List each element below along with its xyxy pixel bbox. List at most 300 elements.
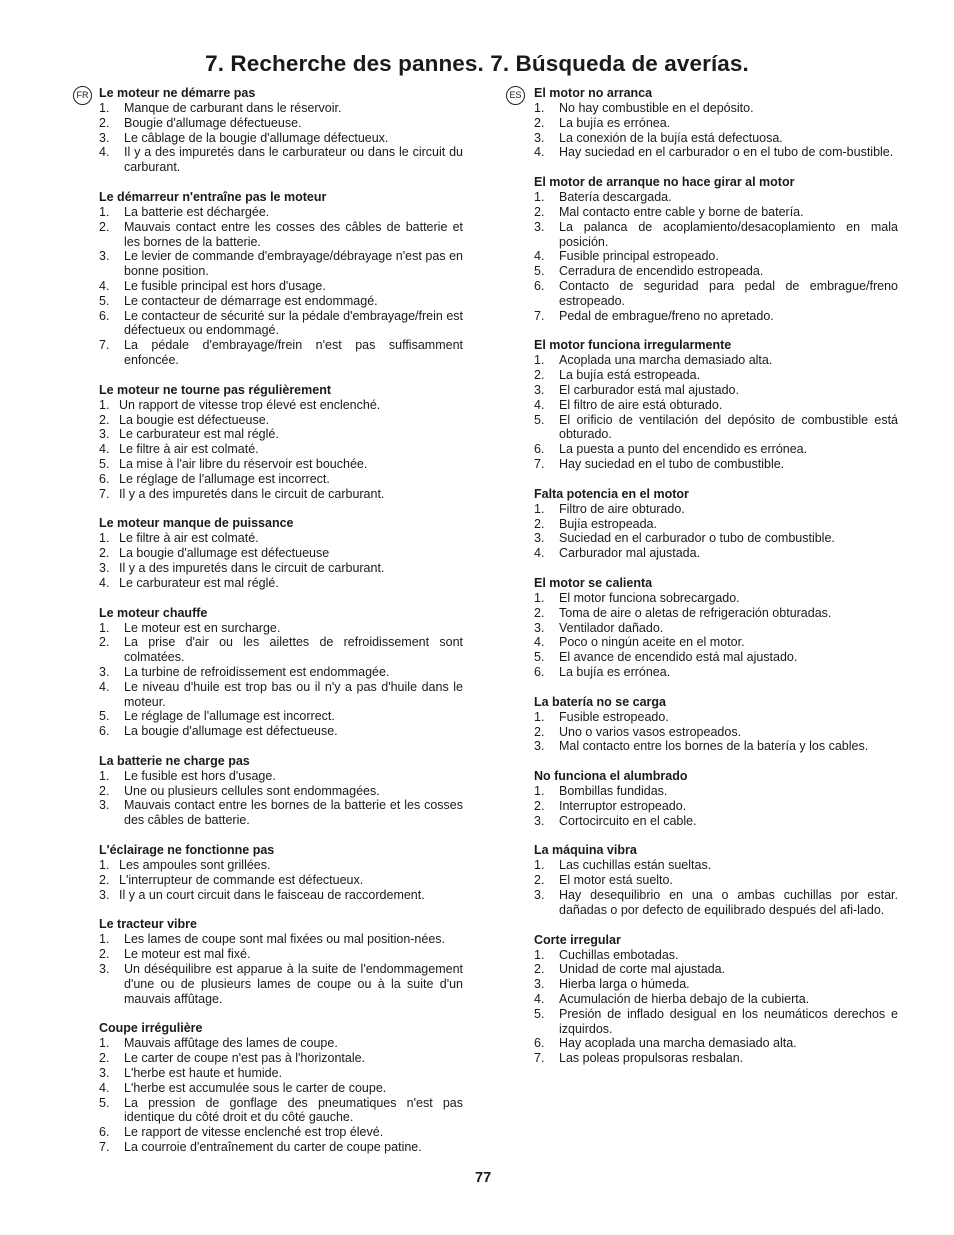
list-item xyxy=(534,858,898,873)
item-number: 4. xyxy=(99,442,110,457)
item-number: 3. xyxy=(534,739,545,754)
list-item xyxy=(99,621,463,636)
item-number: 5. xyxy=(99,709,110,724)
cause-list xyxy=(534,784,898,828)
list-item xyxy=(99,546,463,561)
item-number: 2. xyxy=(99,635,110,650)
item-text: L'herbe est haute et humide. xyxy=(124,1066,283,1081)
list-item xyxy=(99,145,463,175)
section-heading: Le démarreur n'entraîne pas le moteur xyxy=(99,189,327,204)
item-number: 4. xyxy=(99,679,110,694)
item-number: 5. xyxy=(534,412,545,427)
item-number: 2. xyxy=(99,115,110,130)
item-text: Suciedad en el carburador o tubo de combustible. xyxy=(559,531,835,546)
troubleshooting-section xyxy=(534,576,898,680)
item-text: Bougie d'allumage défectueuse. xyxy=(124,115,302,130)
section-heading: El motor funciona irregularmente xyxy=(534,338,732,353)
item-number: 5. xyxy=(534,264,545,279)
item-text: Unidad de corte mal ajustada. xyxy=(559,962,726,977)
cause-list xyxy=(99,398,463,502)
cause-list xyxy=(99,101,463,175)
list-item xyxy=(534,353,898,368)
item-number: 1. xyxy=(99,858,110,873)
list-item xyxy=(534,1036,898,1051)
list-item xyxy=(99,249,463,279)
item-text: Le contacteur de démarrage est endommagé. xyxy=(124,293,378,308)
item-number: 3. xyxy=(534,130,545,145)
list-item xyxy=(99,413,463,428)
item-number: 4. xyxy=(99,1080,110,1095)
item-number: 6. xyxy=(99,471,110,486)
list-item xyxy=(99,205,463,220)
item-text: Le carburateur est mal réglé. xyxy=(119,575,279,590)
item-text: La batterie est déchargée. xyxy=(124,204,270,219)
item-number: 3. xyxy=(99,130,110,145)
list-item xyxy=(534,145,898,160)
item-text: Cortocircuito en el cable. xyxy=(559,813,697,828)
item-text: Le câblage de la bougie d'allumage défectueux. xyxy=(124,130,389,145)
cause-list xyxy=(534,858,898,917)
item-text: Cerradura de encendido estropeada. xyxy=(559,264,764,279)
troubleshooting-section xyxy=(99,1021,463,1154)
item-number: 4. xyxy=(99,575,110,590)
item-text: Bujía estropeada. xyxy=(559,516,657,531)
item-number: 6. xyxy=(534,278,545,293)
item-text: Hay desequilibrio en una o ambas cuchillas por estar. dañadas o por defecto de equilibrado después del afi-lado. xyxy=(559,888,898,917)
item-text: L'herbe est accumulée sous le carter de coupe. xyxy=(124,1080,387,1095)
item-text: Presión de inflado desigual en los neumáticos derechos e izquirdos. xyxy=(559,1006,898,1036)
item-number: 2. xyxy=(99,947,110,962)
item-text: Toma de aire o aletas de refrigeración obturadas. xyxy=(559,605,832,620)
list-item xyxy=(99,472,463,487)
list-item xyxy=(534,814,898,829)
item-text: Il y a des impuretés dans le circuit de carburant. xyxy=(119,486,385,501)
item-number: 3. xyxy=(99,887,110,902)
list-item xyxy=(99,947,463,962)
item-text: Le filtre à air est colmaté. xyxy=(119,442,259,457)
item-text: Le filtre à air est colmaté. xyxy=(119,531,259,546)
item-text: Il y a des impuretés dans le circuit de carburant. xyxy=(119,560,385,575)
section-heading: La batería no se carga xyxy=(534,694,667,709)
item-text: La conexión de la bujía está defectuosa. xyxy=(559,130,783,145)
list-item xyxy=(99,798,463,828)
item-number: 4. xyxy=(534,635,545,650)
list-item xyxy=(534,873,898,888)
item-number: 1. xyxy=(534,590,545,605)
list-item xyxy=(99,665,463,680)
item-number: 2. xyxy=(99,546,110,561)
troubleshooting-section xyxy=(534,843,898,917)
item-number: 1. xyxy=(534,501,545,516)
item-text: Le réglage de l'allumage est incorrect. xyxy=(124,709,335,724)
section-heading: Le moteur ne démarre pas xyxy=(99,86,256,100)
item-text: La pression de gonflage des pneumatiques n'est pas identique du côté droit et du côté gauche. xyxy=(124,1095,463,1125)
item-text: Filtro de aire obturado. xyxy=(559,501,685,516)
item-number: 1. xyxy=(534,947,545,962)
list-item xyxy=(99,576,463,591)
item-text: El carburador está mal ajustado. xyxy=(559,382,739,397)
item-text: Interruptor estropeado. xyxy=(559,798,687,813)
section-heading: La máquina vibra xyxy=(534,843,637,858)
cause-list xyxy=(99,531,463,590)
section-heading: Coupe irrégulière xyxy=(99,1021,203,1036)
item-text: La pédale d'embrayage/frein n'est pas suffisamment enfoncée. xyxy=(124,338,463,367)
item-text: Le levier de commande d'embrayage/débrayage n'est pas en bonne position. xyxy=(124,249,463,279)
item-number: 7. xyxy=(99,486,110,501)
cause-list xyxy=(534,591,898,680)
item-text: Il y a un court circuit dans le faisceau de raccordement. xyxy=(119,887,425,902)
list-item xyxy=(99,561,463,576)
item-number: 1. xyxy=(534,190,545,205)
list-item xyxy=(99,1140,463,1155)
item-text: Hay suciedad en el tubo de combustible. xyxy=(559,456,785,471)
item-number: 4. xyxy=(534,992,545,1007)
item-number: 3. xyxy=(99,249,110,264)
item-text: La courroie d'entraînement du carter de coupe patine. xyxy=(124,1140,422,1155)
item-text: Le niveau d'huile est trop bas ou il n'y a pas d'huile dans le moteur. xyxy=(124,679,463,709)
item-text: Le réglage de l'allumage est incorrect. xyxy=(119,471,330,486)
list-item xyxy=(534,1007,898,1037)
list-item xyxy=(534,992,898,1007)
list-item xyxy=(534,962,898,977)
section-heading: El motor de arranque no hace girar al motor xyxy=(534,175,795,190)
list-item xyxy=(534,517,898,532)
item-number: 2. xyxy=(534,724,545,739)
section-heading: Le tracteur vibre xyxy=(99,917,197,932)
troubleshooting-section xyxy=(534,338,898,471)
list-item xyxy=(534,116,898,131)
list-item xyxy=(534,888,898,918)
list-item xyxy=(534,101,898,116)
item-number: 7. xyxy=(534,456,545,471)
list-item xyxy=(534,531,898,546)
list-item xyxy=(534,279,898,309)
item-text: Les ampoules sont grillées. xyxy=(119,858,271,873)
list-item xyxy=(534,131,898,146)
item-text: Mal contacto entre cable y borne de batería. xyxy=(559,204,804,219)
list-item xyxy=(99,724,463,739)
troubleshooting-section xyxy=(99,516,463,590)
item-text: La palanca de acoplamiento/desacoplamiento en mala posición. xyxy=(559,219,898,249)
item-number: 6. xyxy=(534,664,545,679)
section-heading: Corte irregular xyxy=(534,932,621,947)
list-item xyxy=(99,635,463,665)
list-item xyxy=(99,858,463,873)
list-item xyxy=(534,784,898,799)
section-heading: Falta potencia en el motor xyxy=(534,486,689,501)
item-text: Le carburateur est mal réglé. xyxy=(119,427,279,442)
item-text: La bujía es errónea. xyxy=(559,664,671,679)
cause-list xyxy=(534,948,898,1066)
item-text: El orificio de ventilación del depósito de combustible está obturado. xyxy=(559,412,898,442)
list-item xyxy=(534,502,898,517)
item-number: 5. xyxy=(99,456,110,471)
item-number: 6. xyxy=(99,724,110,739)
item-text: Hierba larga o húmeda. xyxy=(559,977,690,992)
cause-list xyxy=(534,353,898,471)
item-text: La bujía está estropeada. xyxy=(559,368,701,383)
cause-list xyxy=(99,932,463,1006)
item-text: Carburador mal ajustada. xyxy=(559,546,701,561)
list-item xyxy=(534,190,898,205)
item-number: 4. xyxy=(99,278,110,293)
list-item xyxy=(534,442,898,457)
item-number: 2. xyxy=(534,962,545,977)
section-heading: Le moteur chauffe xyxy=(99,605,208,620)
list-item xyxy=(534,264,898,279)
item-number: 1. xyxy=(99,204,110,219)
item-text: Las cuchillas están sueltas. xyxy=(559,858,712,873)
item-number: 2. xyxy=(99,412,110,427)
list-item xyxy=(534,650,898,665)
list-item xyxy=(534,635,898,650)
item-number: 7. xyxy=(99,1140,110,1155)
item-number: 3. xyxy=(99,798,110,813)
item-number: 2. xyxy=(534,798,545,813)
list-item xyxy=(99,398,463,413)
item-text: La bougie d'allumage est défectueuse xyxy=(119,546,330,561)
list-item xyxy=(99,1036,463,1051)
list-item xyxy=(99,101,463,116)
item-text: Poco o ningún aceite en el motor. xyxy=(559,635,745,650)
list-item xyxy=(99,784,463,799)
section-heading: Le moteur ne tourne pas régulièrement xyxy=(99,382,331,397)
troubleshooting-section xyxy=(534,933,898,1066)
list-item xyxy=(99,709,463,724)
item-number: 4. xyxy=(534,546,545,561)
item-number: 1. xyxy=(99,768,110,783)
troubleshooting-section xyxy=(534,769,898,828)
list-item xyxy=(99,457,463,472)
troubleshooting-section xyxy=(99,843,463,902)
cause-list xyxy=(99,858,463,902)
item-text: Le moteur est en surcharge. xyxy=(124,620,281,635)
item-number: 1. xyxy=(534,709,545,724)
list-item xyxy=(99,279,463,294)
item-text: La mise à l'air libre du réservoir est bouchée. xyxy=(119,456,368,471)
troubleshooting-section xyxy=(99,190,463,368)
item-number: 6. xyxy=(534,1036,545,1051)
item-text: Le carter de coupe n'est pas à l'horizontale. xyxy=(124,1051,366,1066)
item-text: Mauvais affûtage des lames de coupe. xyxy=(124,1036,338,1051)
item-text: Las poleas propulsoras resbalan. xyxy=(559,1051,744,1066)
item-text: Acumulación de hierba debajo de la cubierta. xyxy=(559,992,810,1007)
item-text: El filtro de aire está obturado. xyxy=(559,397,723,412)
item-text: Hay acoplada una marcha demasiado alta. xyxy=(559,1036,797,1051)
cause-list xyxy=(534,502,898,561)
list-item xyxy=(99,487,463,502)
item-text: La puesta a punto del encendido es errónea. xyxy=(559,442,808,457)
item-number: 3. xyxy=(99,560,110,575)
item-text: Le fusible principal est hors d'usage. xyxy=(124,278,326,293)
troubleshooting-section xyxy=(534,86,898,160)
item-text: Le moteur est mal fixé. xyxy=(124,947,251,962)
item-number: 3. xyxy=(534,977,545,992)
list-item xyxy=(534,665,898,680)
item-text: Bombillas fundidas. xyxy=(559,784,668,799)
item-number: 2. xyxy=(99,219,110,234)
item-text: Ventilador dañado. xyxy=(559,620,664,635)
list-item xyxy=(99,932,463,947)
list-item xyxy=(534,977,898,992)
item-number: 2. xyxy=(534,516,545,531)
item-number: 5. xyxy=(534,650,545,665)
item-text: Fusible principal estropeado. xyxy=(559,249,719,264)
item-text: L'interrupteur de commande est défectueux. xyxy=(119,872,364,887)
list-item xyxy=(534,948,898,963)
column-spanish xyxy=(534,86,898,1081)
cause-list xyxy=(99,205,463,368)
troubleshooting-section xyxy=(99,917,463,1006)
item-text: El avance de encendido está mal ajustado. xyxy=(559,650,798,665)
section-heading: No funciona el alumbrado xyxy=(534,769,688,784)
item-text: La bujía es errónea. xyxy=(559,115,671,130)
item-text: Mauvais contact entre les bornes de la batterie et les cosses des câbles de batterie. xyxy=(124,798,463,828)
language-badge-es: ES xyxy=(506,86,525,105)
item-number: 1. xyxy=(99,397,110,412)
list-item xyxy=(534,1051,898,1066)
item-number: 3. xyxy=(534,219,545,234)
item-number: 1. xyxy=(534,101,545,115)
item-number: 4. xyxy=(534,397,545,412)
list-item xyxy=(99,1051,463,1066)
item-text: Manque de carburant dans le réservoir. xyxy=(124,101,342,115)
list-item xyxy=(99,338,463,368)
item-text: Il y a des impuretés dans le carburateur ou dans le circuit du carburant. xyxy=(124,145,463,175)
item-text: Batería descargada. xyxy=(559,190,672,205)
list-item xyxy=(99,427,463,442)
troubleshooting-section xyxy=(99,606,463,739)
item-number: 6. xyxy=(99,1125,110,1140)
item-text: Une ou plusieurs cellules sont endommagées. xyxy=(124,783,380,798)
item-number: 2. xyxy=(534,115,545,130)
item-text: La bougie est défectueuse. xyxy=(119,412,270,427)
item-number: 2. xyxy=(99,1051,110,1066)
list-item xyxy=(99,680,463,710)
item-text: Hay suciedad en el carburador o en el tubo de com-bustible. xyxy=(559,145,894,160)
page-number: 77 xyxy=(475,1170,492,1186)
item-number: 2. xyxy=(534,204,545,219)
list-item xyxy=(534,710,898,725)
item-number: 1. xyxy=(99,1036,110,1051)
list-item xyxy=(534,413,898,443)
item-text: Mauvais contact entre les cosses des câbles de batterie et les bornes de la batterie. xyxy=(124,219,463,249)
list-item xyxy=(99,962,463,1006)
list-item xyxy=(534,368,898,383)
item-number: 1. xyxy=(99,932,110,947)
item-number: 5. xyxy=(534,1006,545,1021)
list-item xyxy=(99,873,463,888)
section-heading: El motor se calienta xyxy=(534,575,653,590)
list-item xyxy=(534,739,898,754)
item-number: 6. xyxy=(99,308,110,323)
item-number: 2. xyxy=(99,783,110,798)
list-item xyxy=(534,383,898,398)
item-text: Pedal de embrague/freno no apretado. xyxy=(559,308,774,323)
item-number: 5. xyxy=(99,1095,110,1110)
cause-list xyxy=(534,710,898,754)
item-text: Les lames de coupe sont mal fixées ou mal position-nées. xyxy=(124,932,446,947)
item-text: Acoplada una marcha demasiado alta. xyxy=(559,353,773,368)
troubleshooting-section xyxy=(534,487,898,561)
item-text: El motor funciona sobrecargado. xyxy=(559,590,740,605)
list-item xyxy=(534,621,898,636)
list-item xyxy=(99,309,463,339)
item-number: 1. xyxy=(534,784,545,799)
item-number: 1. xyxy=(534,858,545,873)
list-item xyxy=(534,799,898,814)
cause-list xyxy=(534,190,898,323)
troubleshooting-section xyxy=(534,175,898,323)
item-text: Le fusible est hors d'usage. xyxy=(124,768,276,783)
item-number: 3. xyxy=(99,427,110,442)
item-text: El motor está suelto. xyxy=(559,873,673,888)
list-item xyxy=(534,205,898,220)
list-item xyxy=(99,769,463,784)
item-number: 2. xyxy=(534,605,545,620)
list-item xyxy=(534,398,898,413)
item-number: 1. xyxy=(99,620,110,635)
item-number: 1. xyxy=(99,531,110,546)
item-number: 1. xyxy=(534,353,545,368)
item-number: 3. xyxy=(534,531,545,546)
item-text: No hay combustible en el depósito. xyxy=(559,101,754,115)
item-number: 4. xyxy=(99,145,110,160)
list-item xyxy=(99,1096,463,1126)
item-number: 3. xyxy=(99,664,110,679)
item-number: 3. xyxy=(534,620,545,635)
item-number: 4. xyxy=(534,145,545,160)
item-number: 7. xyxy=(99,338,110,353)
list-item xyxy=(99,1066,463,1081)
list-item xyxy=(99,531,463,546)
column-french xyxy=(99,86,463,1170)
list-item xyxy=(99,888,463,903)
troubleshooting-section xyxy=(99,86,463,175)
list-item xyxy=(99,294,463,309)
troubleshooting-section xyxy=(99,383,463,502)
item-number: 4. xyxy=(534,249,545,264)
list-item xyxy=(534,546,898,561)
section-heading: Le moteur manque de puissance xyxy=(99,516,294,531)
item-number: 1. xyxy=(99,101,110,115)
language-badge-fr: FR xyxy=(73,86,92,105)
item-number: 3. xyxy=(534,813,545,828)
item-number: 3. xyxy=(99,1066,110,1081)
cause-list xyxy=(99,621,463,739)
item-text: Cuchillas embotadas. xyxy=(559,947,679,962)
item-text: La bougie d'allumage est défectueuse. xyxy=(124,724,338,739)
list-item xyxy=(534,457,898,472)
cause-list xyxy=(534,101,898,160)
list-item xyxy=(534,309,898,324)
item-text: Le rapport de vitesse enclenché est trop élevé. xyxy=(124,1125,384,1140)
item-text: La prise d'air ou les ailettes de refroidissement sont colmatées. xyxy=(124,635,463,665)
cause-list xyxy=(99,1036,463,1154)
cause-list xyxy=(99,769,463,828)
item-text: Un rapport de vitesse trop élevé est enclenché. xyxy=(119,397,381,412)
troubleshooting-section xyxy=(534,695,898,754)
item-number: 2. xyxy=(99,872,110,887)
item-text: Fusible estropeado. xyxy=(559,709,669,724)
item-number: 3. xyxy=(534,888,545,903)
section-heading: La batterie ne charge pas xyxy=(99,753,250,768)
list-item xyxy=(99,1081,463,1096)
item-text: Uno o varios vasos estropeados. xyxy=(559,724,742,739)
list-item xyxy=(99,442,463,457)
list-item xyxy=(534,725,898,740)
section-heading: El motor no arranca xyxy=(534,86,653,100)
